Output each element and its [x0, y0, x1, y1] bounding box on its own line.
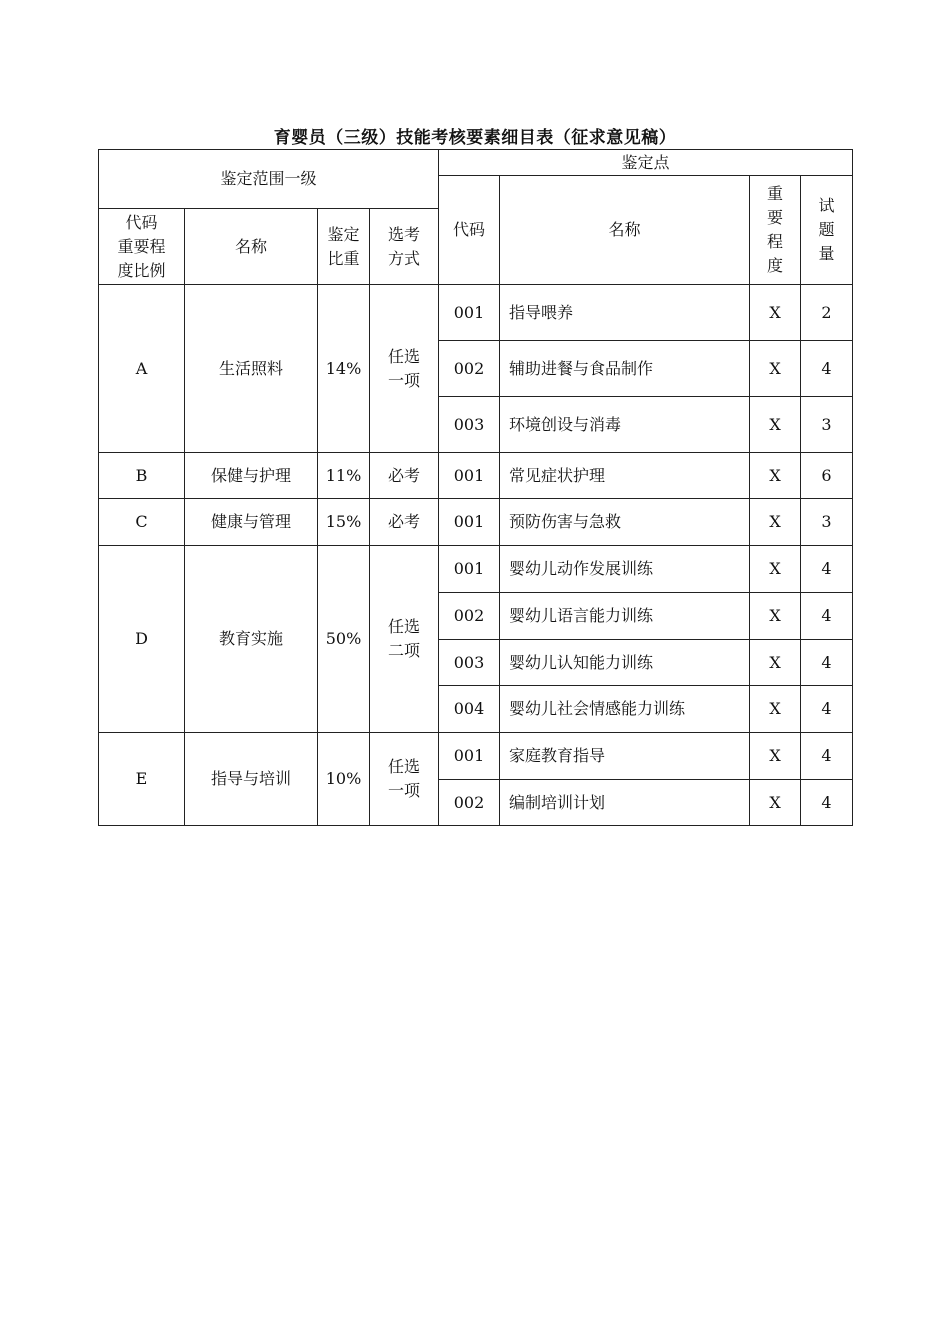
group-name: 健康与管理 — [185, 499, 318, 546]
header-point-name: 名称 — [500, 176, 750, 285]
header-question-count: 试 题 量 — [801, 176, 853, 285]
header-importance: 重 要 程 度 — [750, 176, 801, 285]
point-name: 指导喂养 — [500, 285, 750, 341]
point-code: 004 — [439, 686, 500, 733]
group-code: A — [99, 285, 185, 453]
point-count: 4 — [801, 593, 853, 640]
group-weight: 10% — [318, 733, 370, 826]
header-scope-level1: 鉴定范围一级 — [99, 150, 439, 209]
point-name: 预防伤害与急救 — [500, 499, 750, 546]
group-code: B — [99, 453, 185, 499]
group-code: D — [99, 546, 185, 733]
group-name: 指导与培训 — [185, 733, 318, 826]
group-name: 保健与护理 — [185, 453, 318, 499]
point-importance: X — [750, 780, 801, 826]
group-code: E — [99, 733, 185, 826]
group-selection: 任选 二项 — [370, 546, 439, 733]
point-count: 4 — [801, 546, 853, 593]
group-selection: 必考 — [370, 499, 439, 546]
point-name: 家庭教育指导 — [500, 733, 750, 780]
group-selection: 任选 一项 — [370, 285, 439, 453]
point-code: 002 — [439, 593, 500, 640]
point-importance: X — [750, 341, 801, 397]
point-count: 3 — [801, 397, 853, 453]
point-code: 001 — [439, 453, 500, 499]
header-code-ratio: 代码 重要程 度比例 — [99, 209, 185, 285]
table-row — [99, 499, 853, 546]
point-count: 4 — [801, 686, 853, 733]
point-name: 环境创设与消毒 — [500, 397, 750, 453]
point-code: 001 — [439, 733, 500, 780]
table-row — [99, 546, 853, 593]
group-name: 生活照料 — [185, 285, 318, 453]
point-code: 003 — [439, 640, 500, 686]
group-name: 教育实施 — [185, 546, 318, 733]
point-importance: X — [750, 733, 801, 780]
point-importance: X — [750, 453, 801, 499]
assessment-table — [98, 149, 853, 826]
header-selection: 选考 方式 — [370, 209, 439, 285]
point-name: 辅助进餐与食品制作 — [500, 341, 750, 397]
header-points: 鉴定点 — [439, 150, 853, 176]
point-code: 003 — [439, 397, 500, 453]
point-code: 001 — [439, 546, 500, 593]
point-count: 6 — [801, 453, 853, 499]
header-row-1 — [99, 150, 853, 176]
point-count: 3 — [801, 499, 853, 546]
point-name: 婴幼儿认知能力训练 — [500, 640, 750, 686]
point-name: 常见症状护理 — [500, 453, 750, 499]
point-code: 001 — [439, 499, 500, 546]
point-importance: X — [750, 285, 801, 341]
point-importance: X — [750, 640, 801, 686]
point-name: 编制培训计划 — [500, 780, 750, 826]
point-name: 婴幼儿动作发展训练 — [500, 546, 750, 593]
point-code: 002 — [439, 341, 500, 397]
header-name: 名称 — [185, 209, 318, 285]
group-selection: 任选 一项 — [370, 733, 439, 826]
header-weight: 鉴定 比重 — [318, 209, 370, 285]
point-importance: X — [750, 546, 801, 593]
point-name: 婴幼儿社会情感能力训练 — [500, 686, 750, 733]
point-count: 2 — [801, 285, 853, 341]
table-row — [99, 453, 853, 499]
point-importance: X — [750, 593, 801, 640]
point-importance: X — [750, 686, 801, 733]
header-point-code: 代码 — [439, 176, 500, 285]
point-count: 4 — [801, 640, 853, 686]
point-count: 4 — [801, 733, 853, 780]
group-selection: 必考 — [370, 453, 439, 499]
table-row — [99, 285, 853, 341]
point-name: 婴幼儿语言能力训练 — [500, 593, 750, 640]
point-count: 4 — [801, 780, 853, 826]
group-weight: 15% — [318, 499, 370, 546]
table-body — [99, 150, 853, 826]
table-row — [99, 733, 853, 780]
point-count: 4 — [801, 341, 853, 397]
group-code: C — [99, 499, 185, 546]
page-title: 育婴员（三级）技能考核要素细目表（征求意见稿） — [273, 128, 677, 148]
point-importance: X — [750, 397, 801, 453]
group-weight: 14% — [318, 285, 370, 453]
point-code: 001 — [439, 285, 500, 341]
point-importance: X — [750, 499, 801, 546]
point-code: 002 — [439, 780, 500, 826]
group-weight: 11% — [318, 453, 370, 499]
group-weight: 50% — [318, 546, 370, 733]
